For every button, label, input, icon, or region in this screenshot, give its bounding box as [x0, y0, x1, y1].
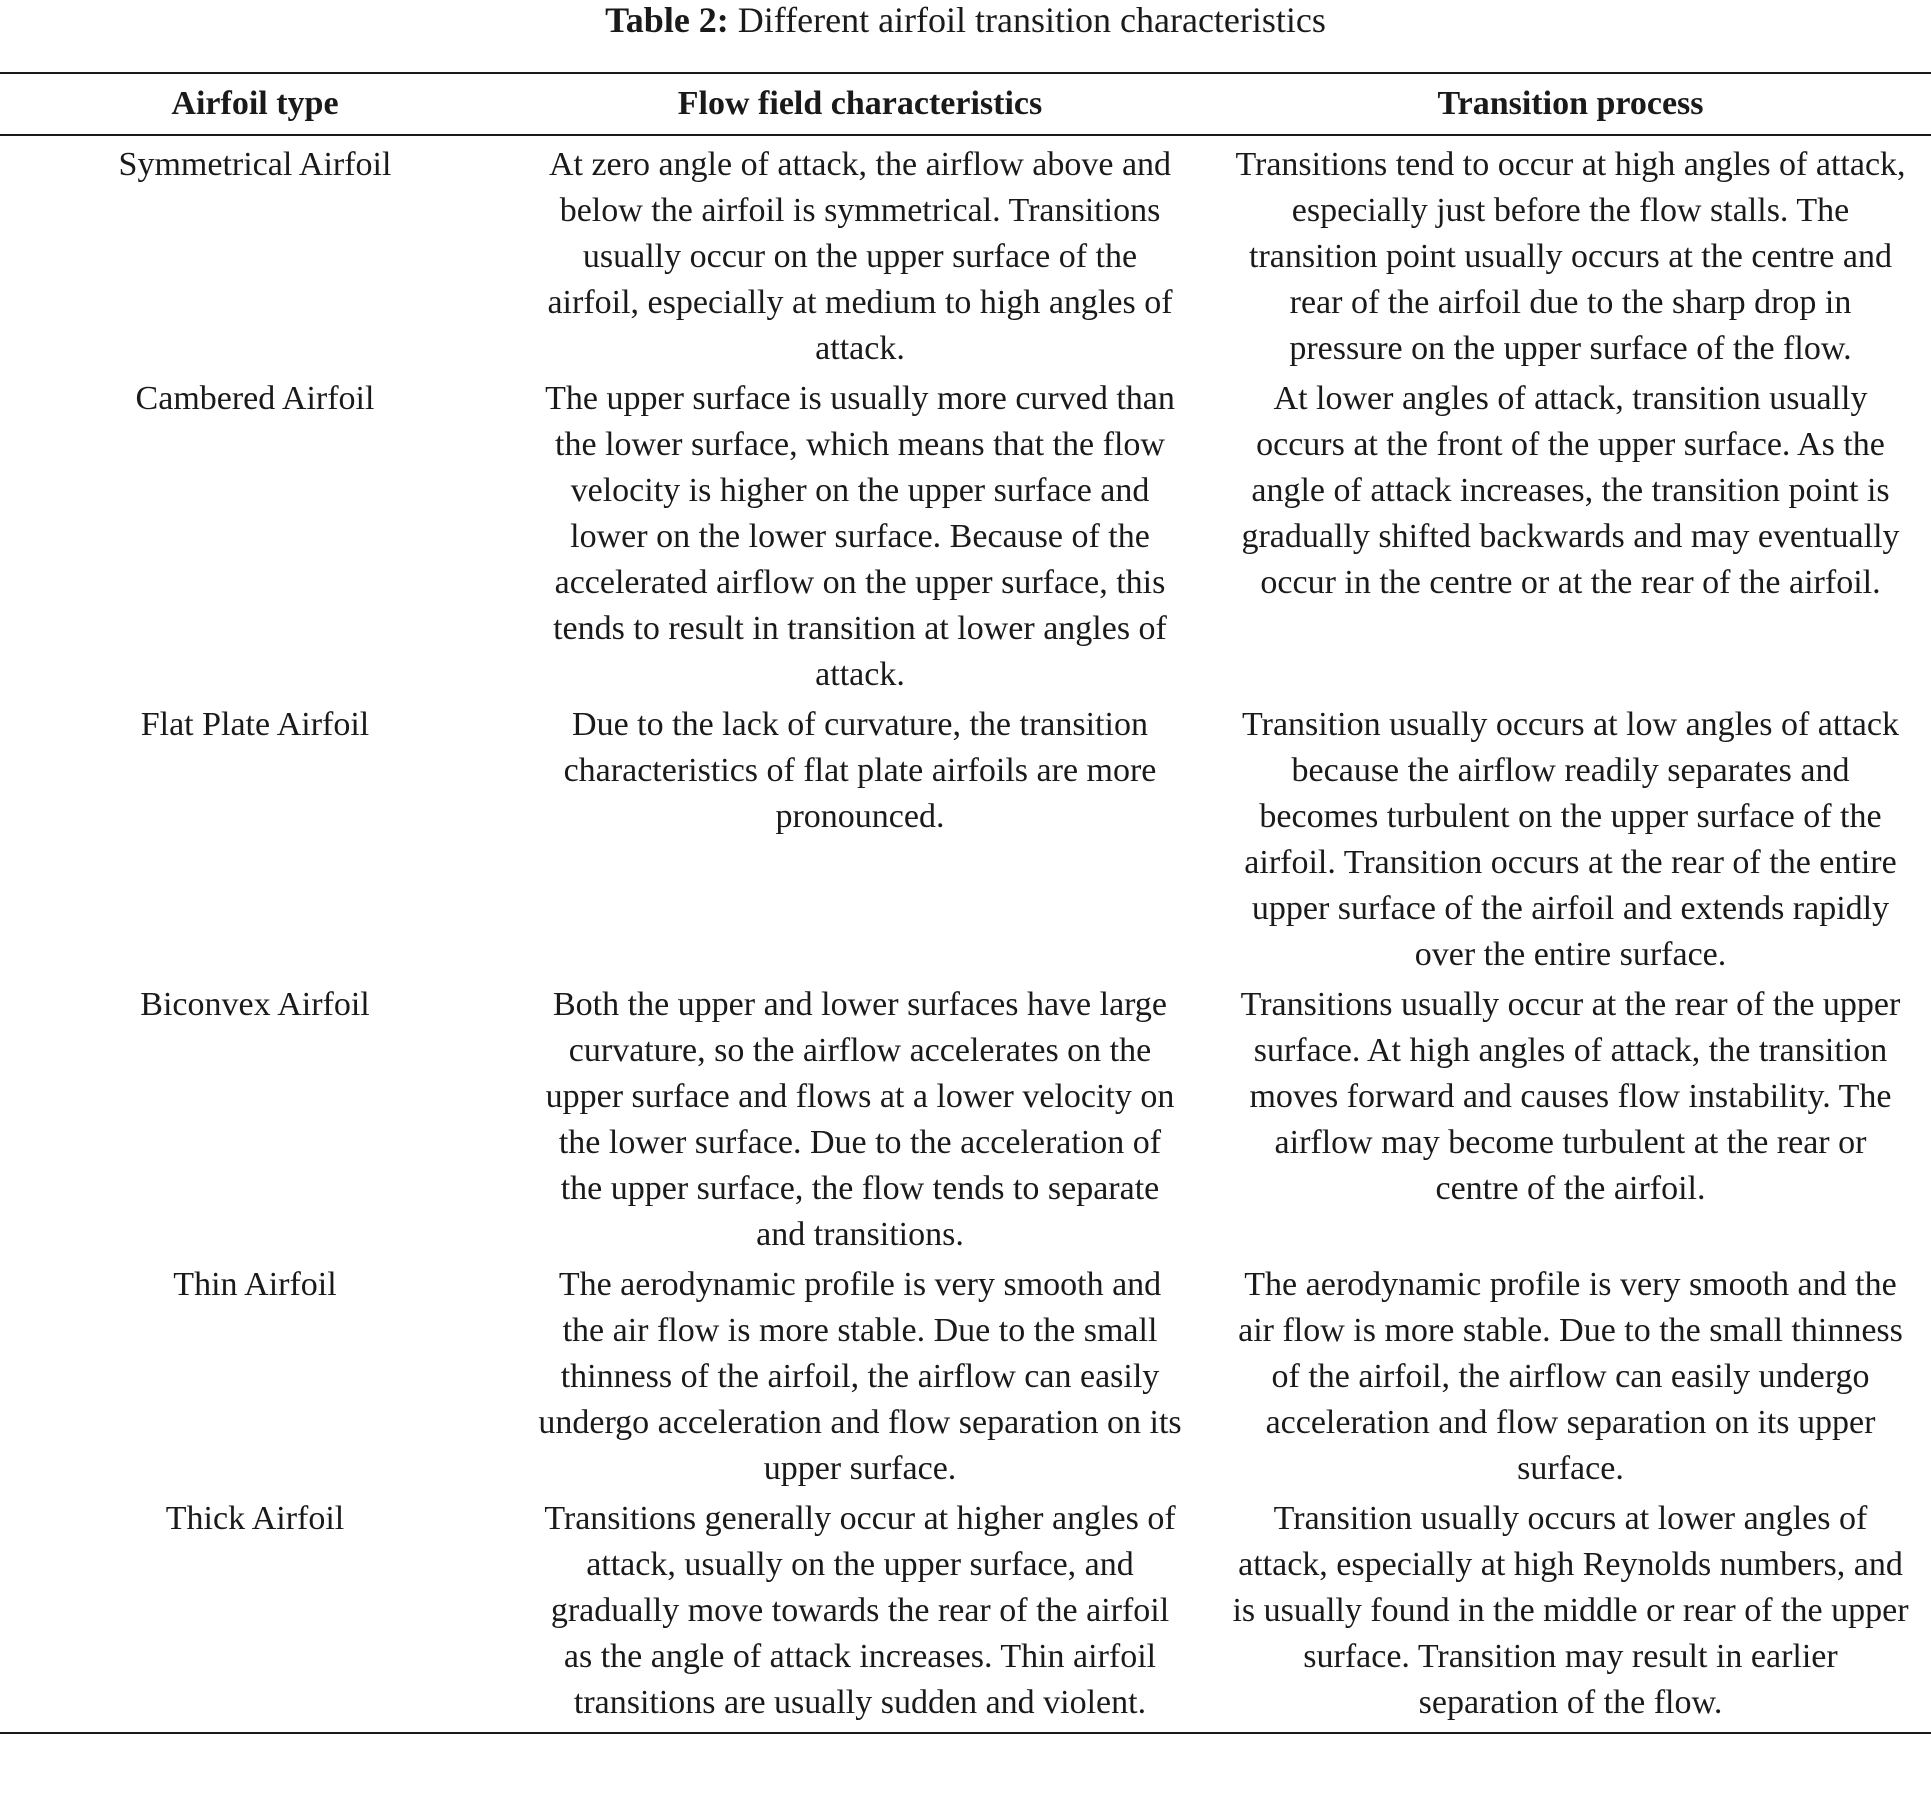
- transition-process-cell: Transitions tend to occur at high angles of attack, especially just before the flow stalls. The transition point usually occurs at the centre and rear of the airfoil due to the sharp drop in pressure on the upper surface of the flow.: [1235, 146, 1906, 367]
- table-row: [0, 1492, 1931, 1733]
- flow-field-cell: Both the upper and lower surfaces have large curvature, so the airflow accelerates on the upper surface and flows at a lower velocity on the lower surface. Due to the acceleration of the upper surface, the flow tends to separate and transitions.: [545, 986, 1175, 1253]
- airfoil-type-cell: Flat Plate Airfoil: [140, 706, 370, 743]
- table-caption-text: Different airfoil transition characteristics: [737, 0, 1326, 40]
- table-row: [0, 698, 1931, 978]
- flow-field-cell: Due to the lack of curvature, the transition characteristics of flat plate airfoils are more pronounced.: [563, 706, 1157, 835]
- airfoil-type-cell: Thick Airfoil: [165, 1500, 345, 1537]
- airfoil-type-cell: Biconvex Airfoil: [140, 986, 370, 1023]
- transition-process-cell: The aerodynamic profile is very smooth and the air flow is more stable. Due to the small thinness of the airfoil, the airflow can easily undergo acceleration and flow separation on its upper surface.: [1238, 1266, 1903, 1487]
- flow-field-cell: At zero angle of attack, the airflow above and below the airfoil is symmetrical. Transitions usually occur on the upper surface of the airfoil, especially at medium to high angles of attack.: [547, 146, 1173, 367]
- flow-field-cell: Transitions generally occur at higher angles of attack, usually on the upper surface, and gradually move towards the rear of the airfoil as the angle of attack increases. Thin airfoil transitions are usually sudden and violent.: [544, 1500, 1176, 1721]
- airfoil-transition-table: [0, 72, 1931, 1734]
- header-airfoil-type: Airfoil type: [171, 85, 339, 122]
- table-header-row: [0, 73, 1931, 135]
- airfoil-type-cell: Symmetrical Airfoil: [118, 146, 392, 183]
- transition-process-cell: Transition usually occurs at low angles of attack because the airflow readily separates and becomes turbulent on the upper surface of the airfoil. Transition occurs at the rear of the entire upper surface of the airfoil and extends rapidly over the entire surface.: [1242, 706, 1899, 973]
- header-transition-process: Transition process: [1437, 85, 1704, 122]
- transition-process-cell: At lower angles of attack, transition usually occurs at the front of the upper surface. As the angle of attack increases, the transition point is gradually shifted backwards and may eventually occur in the centre or at the rear of the airfoil.: [1241, 380, 1900, 601]
- table-caption: [0, 0, 1931, 40]
- airfoil-type-cell: Cambered Airfoil: [135, 380, 375, 417]
- transition-process-cell: Transition usually occurs at lower angles of attack, especially at high Reynolds numbers, and is usually found in the middle or rear of the upper surface. Transition may result in earlier separation of the flow.: [1232, 1500, 1909, 1721]
- table-row: [0, 135, 1931, 372]
- table-row: [0, 978, 1931, 1258]
- airfoil-type-cell: Thin Airfoil: [173, 1266, 337, 1303]
- table-caption-label: Table 2:: [605, 0, 729, 40]
- table-row: [0, 1258, 1931, 1492]
- transition-process-cell: Transitions usually occur at the rear of the upper surface. At high angles of attack, the transition moves forward and causes flow instability. The airflow may become turbulent at the rear or centre of the airfoil.: [1240, 986, 1901, 1207]
- header-flow-field-characteristics: Flow field characteristics: [677, 85, 1043, 122]
- flow-field-cell: The upper surface is usually more curved than the lower surface, which means that the flow velocity is higher on the upper surface and lower on the lower surface. Because of the accelerated airflow on the upper surface, this tends to result in transition at lower angles of attack.: [545, 380, 1175, 693]
- table-row: [0, 372, 1931, 698]
- flow-field-cell: The aerodynamic profile is very smooth and the air flow is more stable. Due to the small thinness of the airfoil, the airflow can easily undergo acceleration and flow separation on its upper surface.: [538, 1266, 1182, 1487]
